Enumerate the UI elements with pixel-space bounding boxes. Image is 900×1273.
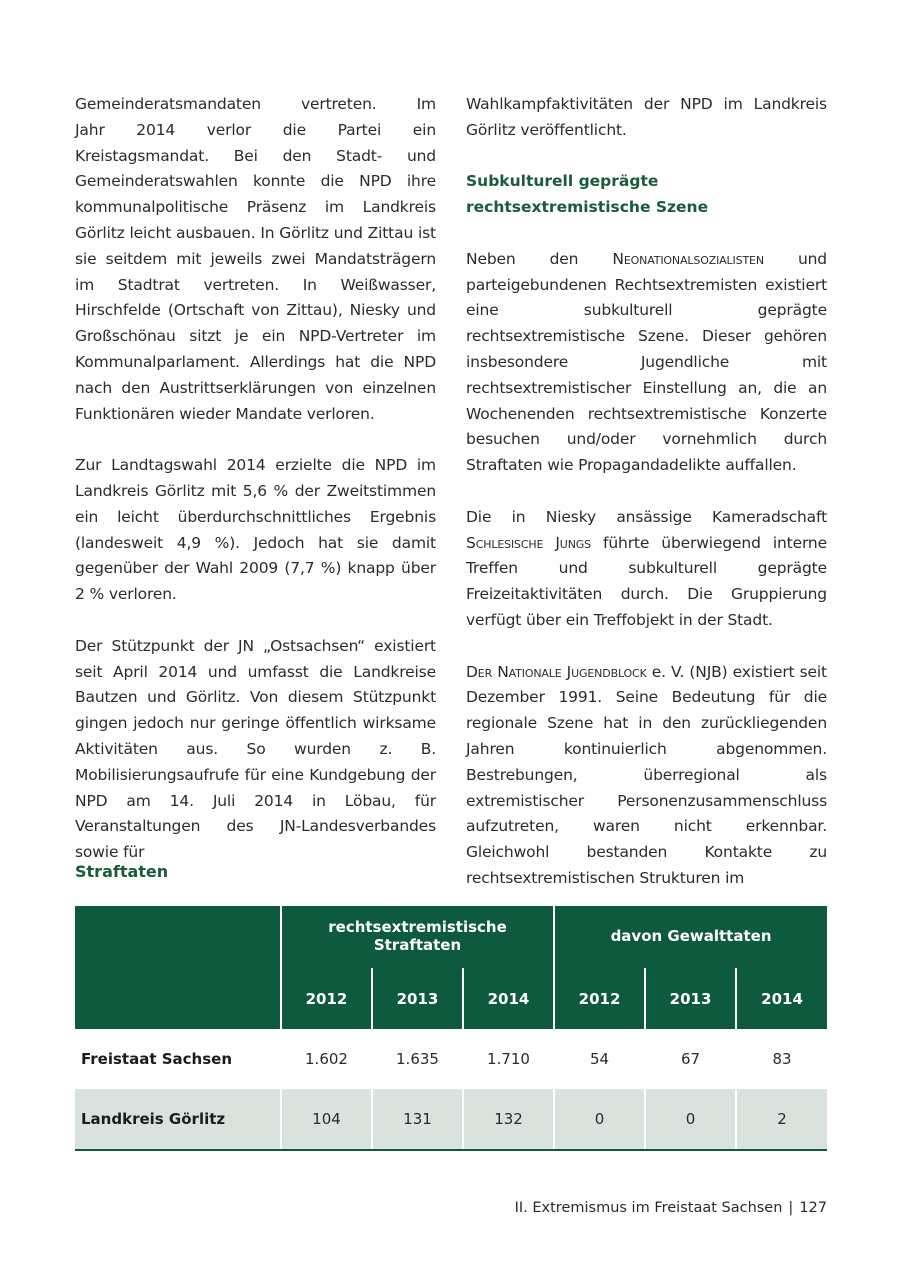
header-year: 2013 <box>645 967 736 1029</box>
paragraph-njb <box>466 660 827 892</box>
table-header-row <box>75 906 827 967</box>
table-row <box>75 1089 827 1150</box>
paragraph-landtagswahl: Zur Landtagswahl 2014 erzielte die NPD im Landkreis Görlitz mit 5,6 % der Zweitstimmen ein leicht überdurchschnittliches Ergebnis (landesweit 4,9 %). Jedoch hat sie damit gegenüber der Wahl 2009 (7,7 %) knapp über 2 % verloren. <box>75 456 436 604</box>
header-year: 2012 <box>554 967 645 1029</box>
row-label: Freistaat Sachsen <box>75 1029 281 1089</box>
table-cell: 83 <box>736 1029 827 1089</box>
table-cell: 54 <box>554 1029 645 1089</box>
footer-separator: | <box>788 1200 794 1216</box>
table-cell: 2 <box>736 1089 827 1150</box>
header-year: 2012 <box>281 967 372 1029</box>
header-group-straftaten: rechtsextremistische Straftaten <box>281 906 554 967</box>
text-run: Die in Niesky ansässige Kameradschaft <box>466 507 827 526</box>
straftaten-table <box>75 906 827 1151</box>
right-column <box>466 92 827 918</box>
text-run: Neben den <box>466 249 613 268</box>
table-row <box>75 1029 827 1089</box>
table-cell: 131 <box>372 1089 463 1150</box>
page-number: 127 <box>799 1200 827 1216</box>
paragraph-lead-line: Gemeinderatsmandaten vertreten. Im <box>75 95 436 113</box>
table-cell: 0 <box>554 1089 645 1150</box>
small-caps-term: Der Nationale Jugendblock <box>466 662 647 681</box>
table-header-empty <box>75 906 281 1029</box>
paragraph-wahlkampf: Wahlkampfaktivitäten der NPD im Landkreis Görlitz veröffentlicht. <box>466 95 827 139</box>
table-title: Straftaten <box>75 862 169 881</box>
paragraph-mandates <box>75 92 436 427</box>
header-group-gewalttaten: davon Gewalttaten <box>554 906 827 967</box>
row-label: Landkreis Görlitz <box>75 1089 281 1150</box>
table-cell: 1.602 <box>281 1029 372 1089</box>
paragraph-jn-stuetzpunkt: Der Stützpunkt der JN „Ostsachsen“ existiert seit April 2014 und umfasst die Landkreise Bautzen und Görlitz. Von diesem Stützpunkt gingen jedoch nur geringe öffentlich wirksame Aktivitäten aus. So wurden z. B. Mobilisierungsaufrufe für eine Kundgebung der NPD am 14. Juli 2014 in Löbau, für Veranstaltungen des JN-Landesverbandes sowie für <box>75 636 436 862</box>
table-cell: 67 <box>645 1029 736 1089</box>
text-run: e. V. (NJB) existiert seit Dezember 1991. Seine Bedeutung für die regionale Szene hat in den zurückliegenden Jahren kontinuierlich abgenommen. Bestrebungen, überregional als extremistischer Personenzusammenschluss aufzutreten, waren nicht erkennbar. Gleichwohl bestanden Kontakte zu rechtsextremistischen Strukturen im <box>466 662 827 887</box>
table-cell: 104 <box>281 1089 372 1150</box>
small-caps-term: Neonationalsozialisten <box>612 249 764 268</box>
left-column <box>75 92 436 892</box>
table-cell: 1.635 <box>372 1029 463 1089</box>
small-caps-term: Schlesische Jungs <box>466 533 591 552</box>
paragraph-text: Jahr 2014 verlor die Partei ein Kreistagsmandat. Bei den Stadt- und Gemeinderatswahlen konnte die NPD ihre kommunalpolitische Präsenz im Landkreis Görlitz leicht ausbauen. In Görlitz und Zittau ist sie seitdem mit jeweils zwei Mandatsträgern im Stadtrat vertreten. In Weißwasser, Hirschfelde (Ortschaft von Zittau), Niesky und Großschönau sitzt je ein NPD-Vertreter im Kommunalparlament. Allerdings hat die NPD nach den Austrittserklärungen von einzelnen Funktionären wieder Mandate verloren. <box>75 120 436 423</box>
section-heading-subkultur: Subkulturell geprägte rechtsextremistische Szene <box>466 172 709 217</box>
table-cell: 132 <box>463 1089 554 1150</box>
paragraph-subkultur <box>466 247 827 479</box>
table-cell: 0 <box>645 1089 736 1150</box>
page-footer <box>515 1200 827 1216</box>
paragraph-kameradschaft <box>466 505 827 634</box>
table-cell: 1.710 <box>463 1029 554 1089</box>
footer-section-title: II. Extremismus im Freistaat Sachsen <box>514 1200 783 1216</box>
text-run: und parteigebundenen Rechtsextremisten existiert eine subkulturell geprägte rechtsextremistische Szene. Dieser gehören insbesondere Jugendliche mit rechtsextremistischer Einstellung an, die an Wochenenden rechtsextremistische Konzerte besuchen und/oder vornehmlich durch Straftaten wie Propagandadelikte auffallen. <box>466 249 827 475</box>
text-run: führte überwiegend interne Treffen und subkulturell geprägte Freizeitaktivitäten durch. Die Gruppierung verfügt über ein Treffobjekt in der Stadt. <box>466 533 827 629</box>
header-year: 2014 <box>736 967 827 1029</box>
header-year: 2013 <box>372 967 463 1029</box>
header-year: 2014 <box>463 967 554 1029</box>
